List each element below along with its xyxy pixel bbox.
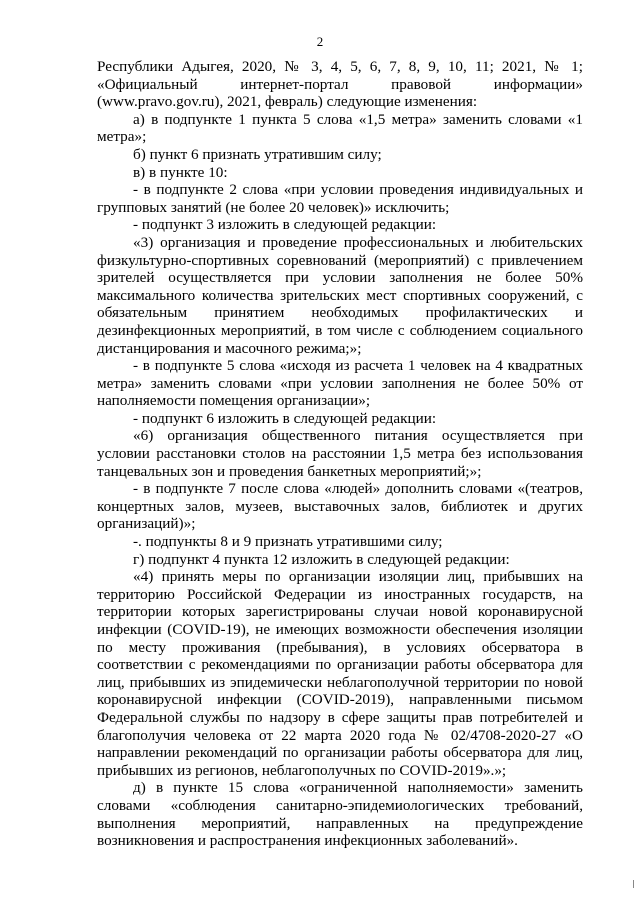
paragraph: Республики Адыгея, 2020, № 3, 4, 5, 6, 7, 8, 9, 10, 11; 2021, № 1; «Официальный интернет-портал правовой информации» (www.pravo.gov.ru), 2021, февраль) следующие изменения: (97, 58, 583, 111)
paragraph: - подпункт 3 изложить в следующей редакции: (133, 216, 437, 234)
paragraph: «4) принять меры по организации изоляции лиц, прибывших на территорию Российской Федерации из иностранных государств, на территории которых зарегистрированы случаи новой коронавирусной инфекции (COVID-19), не имеющих возможности обеспечения изоляции по месту проживания (пребывания), в условиях обсерватора в соответствии с рекомендациями по организации работы обсерватора для лиц, прибывших из эпидемически неблагополучной территории по новой коронавирусной инфекции (COVID-2019), направленными письмом Федеральной службы по надзору в сфере защиты прав потребителей и благополучия человека от 22 марта 2020 года № 02/4708-2020-27 «О направлении рекомендаций по организации работы обсерватора для лиц, прибывших из регионов, неблагополучных по COVID-2019».»; (97, 568, 583, 779)
scan-edge-mark (633, 880, 634, 888)
paragraph: - в подпункте 5 слова «исходя из расчета 1 человек на 4 квадратных метра» заменить словами «при условии заполнения не более 50% от наполняемости помещения организации»; (97, 357, 583, 410)
paragraph: в) в пункте 10: (133, 163, 228, 181)
document-body (97, 58, 583, 850)
paragraph: - в подпункте 2 слова «при условии проведения индивидуальных и групповых занятий (не более 20 человек)» исключить; (97, 181, 583, 216)
paragraph: а) в подпункте 1 пункта 5 слова «1,5 метра» заменить словами «1 метра»; (97, 110, 583, 146)
paragraph: «6) организация общественного питания осуществляется при условии расстановки столов на расстоянии 1,5 метра без использования танцевальных зон и проведения банкетных мероприятий;»; (97, 427, 583, 480)
paragraph: - подпункт 6 изложить в следующей редакции: (133, 409, 437, 427)
page-number: 2 (316, 34, 324, 49)
paragraph: г) подпункт 4 пункта 12 изложить в следующей редакции: (133, 550, 510, 568)
paragraph: «3) организация и проведение профессиональных и любительских физкультурно-спортивных соревнований (мероприятий) с привлечением зрителей осуществляется при условии заполнения не более 50% максимального количества зрительских мест спортивных сооружений, с обязательным принятием необходимых профилактических и дезинфекционных мероприятий, в том числе с соблюдением социального дистанцирования и масочного режима;»; (97, 233, 583, 357)
paragraph: б) пункт 6 признать утратившим силу; (133, 145, 382, 163)
paragraph: д) в пункте 15 слова «ограниченной наполняемости» заменить словами «соблюдения санитарно-эпидемиологических требований, выполнения мероприятий, направленных на предупреждение возникновения и распространения инфекционных заболеваний». (97, 779, 583, 850)
paragraph: - в подпункте 7 после слова «людей» дополнить словами «(театров, концертных залов, музеев, выставочных залов, библиотек и других организаций)»; (97, 480, 583, 533)
paragraph: -. подпункты 8 и 9 признать утратившими силу; (133, 533, 443, 551)
